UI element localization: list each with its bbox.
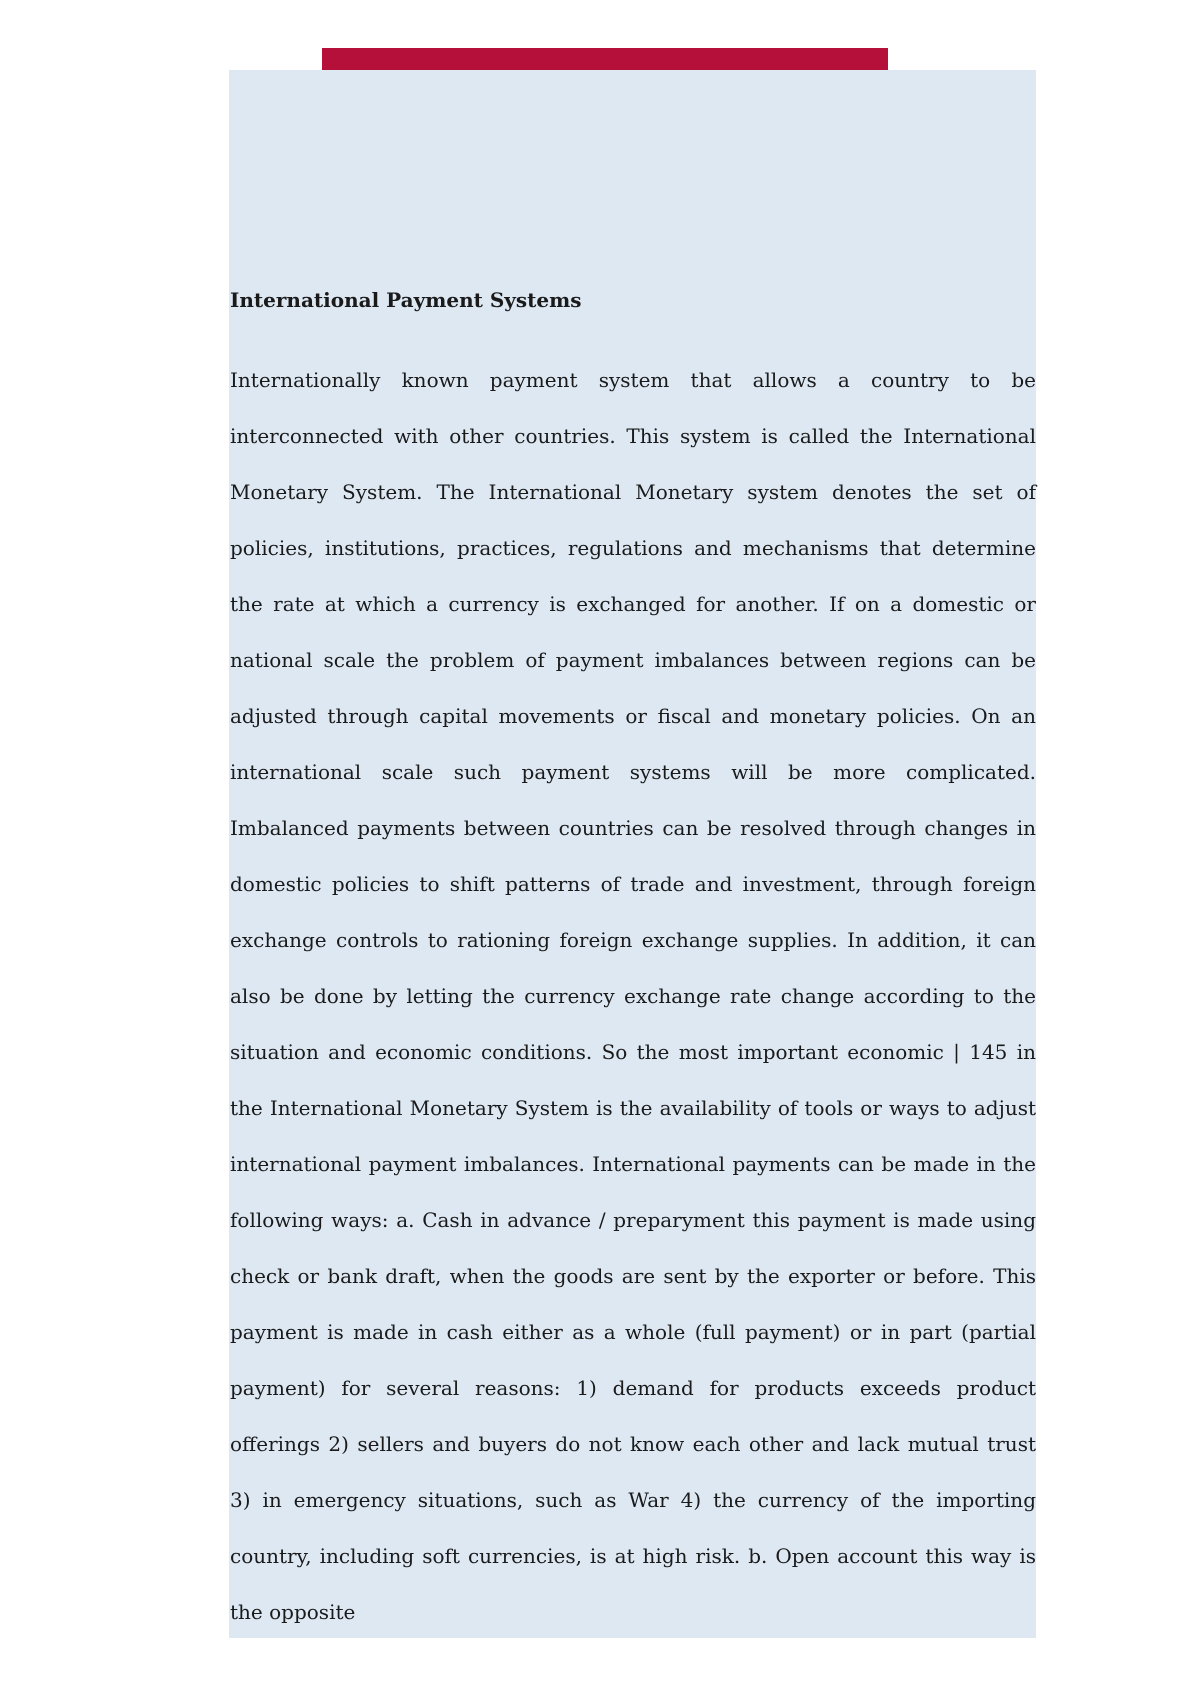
document-title: International Payment Systems — [230, 288, 582, 312]
document-body-paragraph: Internationally known payment system that allows a country to be interconnected with other countries. This system is called the International Monetary System. The International Monetary system denotes the set of policies, institutions, practices, regulations and mechanisms that determine the rate at which a currency is exchanged for another. If on a domestic or national scale the problem of payment imbalances between regions can be adjusted through capital movements or fiscal and monetary policies. On an international scale such payment systems will be more complicated. Imbalanced payments between countries can be resolved through changes in domestic policies to shift patterns of trade and investment, through foreign exchange controls to rationing foreign exchange supplies. In addition, it can also be done by letting the currency exchange rate change according to the situation and economic conditions. So the most important economic | 145 in the International Monetary System is the availability of tools or ways to adjust international payment imbalances. International payments can be made in the following ways: a. Cash in advance / preparyment this payment is made using check or bank draft, when the goods are sent by the exporter or before. This payment is made in cash either as a whole (full payment) or in part (partial payment) for several reasons: 1) demand for products exceeds product offerings 2) sellers and buyers do not know each other and lack mutual trust 3) in emergency situations, such as War 4) the currency of the importing country, including soft currencies, is at high risk. b. Open account this way is the opposite — [230, 368, 1036, 1624]
header-accent-bar — [322, 48, 888, 70]
